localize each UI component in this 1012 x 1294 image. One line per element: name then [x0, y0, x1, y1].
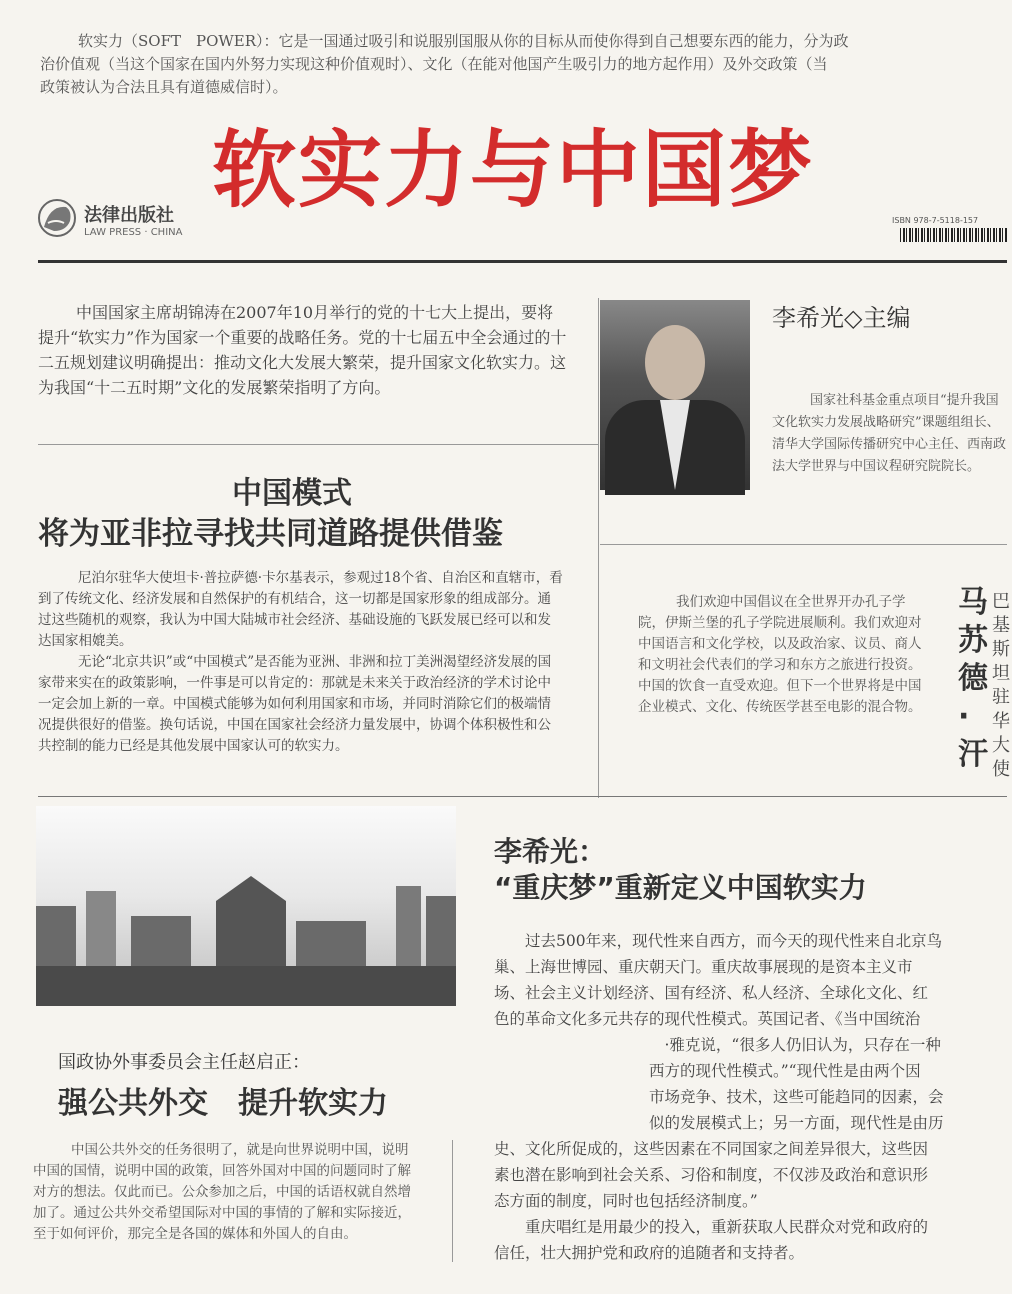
text-line: 信任，壮大拥护党和政府的追随者和支持者。: [494, 1244, 805, 1262]
chongqing-photo: [36, 806, 456, 1006]
chongqing-title: “重庆梦”重新定义中国软实力: [494, 871, 867, 904]
text-line: 西方的现代性模式。”“现代性是由两个因: [494, 1062, 921, 1080]
chongqing-kicker: 李希光：: [494, 835, 607, 868]
article-subtitle: 将为亚非拉寻找共同道路提供借鉴: [38, 516, 503, 552]
chongqing-body: [494, 928, 1007, 1266]
zhao-title: 强公共外交 提升软实力: [58, 1086, 388, 1121]
masthead-rule: [38, 260, 1007, 263]
editor-bio: 国家社科基金重点项目“提升我国文化软实力发展战略研究”课题组组长、清华大学国际传播研究中心主任、西南政法大学世界与中国议程研究院院长。: [772, 393, 1007, 474]
intro-line: 软实力（SOFT POWER）：它是一国通过吸引和说服别国服从你的目标从而使你得到自己想要东西的能力，分为政: [78, 32, 849, 50]
text-line: ·雅克说，“很多人仍旧认为，只存在一种: [494, 1036, 941, 1054]
text-line: 过去500年来，现代性来自西方，而今天的现代性来自北京鸟: [494, 932, 943, 950]
intro-line: 治价值观（当这个国家在国内外努力实现这种价值观时）、文化（在能对他国产生吸引力的地方起作用）及外交政策（当: [40, 55, 828, 73]
quote-speaker-title-vertical: 巴基斯坦驻华大使: [992, 591, 1010, 780]
text-line: 重庆唱红是用最少的投入，重新获取人民群众对党和政府的: [494, 1218, 929, 1236]
lion-logo-icon: [36, 197, 78, 239]
divider: [600, 544, 1007, 545]
barcode: [900, 228, 1007, 242]
text-line: 似的发展模式上；另一方面，现代性是由历: [494, 1114, 944, 1132]
text-line: 市场竞争、技术，这些可能趋同的因素，会: [494, 1088, 944, 1106]
lead-paragraph: 中国国家主席胡锦涛在2007年10月举行的党的十七大上提出，要将提升“软实力”作为国家一个重要的战略任务。党的十七届五中全会通过的十二五规划建议明确提出：推动文化大发展大繁荣，提升国家文化软实力。这为我国“十二五时期”文化的发展繁荣指明了方向。: [38, 303, 567, 397]
article-title: 中国模式: [232, 476, 352, 511]
text-line: 素也潜在影响到社会关系、习俗和制度，不仅涉及政治和意识形: [494, 1166, 929, 1184]
publisher-name: 法律出版社: [84, 205, 174, 226]
article-body: [38, 568, 564, 757]
text-line: 态方面的制度，同时也包括经济制度。”: [494, 1192, 758, 1210]
text-line: 色的革命文化多元共存的现代性模式。英国记者、《当中国统治: [494, 1010, 921, 1028]
section-rule: [38, 796, 1007, 797]
intro-line: 政策被认为合法且具有道德威信时）。: [40, 78, 288, 96]
column-divider: [452, 1140, 453, 1262]
quote-text: 我们欢迎中国倡议在全世界开办孔子学院，伊斯兰堡的孔子学院进展顺利。我们欢迎对中国语言和文化学校，以及政治家、议员、商人和文明社会代表们的学习和东方之旅进行投资。中国的饮食一直受欢迎。但下一个世界将是中国企业模式、文化、传统医学甚至电影的混合物。: [638, 594, 922, 715]
column-divider: [598, 298, 599, 798]
zhao-body: 中国公共外交的任务很明了，就是向世界说明中国，说明中国的国情，说明中国的政策，回答外国对中国的问题同时了解对方的想法。仅此而已。公众参加之后，中国的话语权就自然增加了。通过公共外交希望国际对中国的事情的了解和实际接近，至于如何评价，那完全是各国的媒体和外国人的自由。: [33, 1142, 411, 1242]
publisher-logo-block: [36, 197, 183, 243]
editor-name: 李希光◇主编: [772, 304, 911, 332]
zhao-kicker: 国政协外事委员会主任赵启正：: [58, 1052, 310, 1073]
text-line: 史、文化所促成的，这些因素在不同国家之间差异很大，这些因: [494, 1140, 929, 1158]
quote-speaker-vertical: 马苏德·汗: [958, 585, 988, 772]
paragraph: 无论“北京共识”或“中国模式”是否能为亚洲、非洲和拉丁美洲渴望经济发展的国家带来实在的政策影响，一件事是可以肯定的：那就是未来关于政治经济的学术讨论中一定会加上新的一章。中国模式能够为如何利用国家和市场，并同时消除它们的极端情况提供很好的借鉴。换句话说，中国在国家社会经济力量发展中，协调个体积极性和公共控制的能力已经是其他发展中国家认可的软实力。: [38, 654, 552, 754]
paragraph: 尼泊尔驻华大使坦卡·普拉萨德·卡尔基表示，参观过18个省、自治区和直辖市，看到了传统文化、经济发展和自然保护的有机结合，这一切都是国家形象的组成部分。通过这些随机的观察，我认为中国大陆城市社会经济、基础设施的飞跃发展已经可以和发达国家相媲美。: [38, 570, 563, 649]
text-line: 场、社会主义计划经济、国有经济、私人经济、全球化文化、红: [494, 984, 929, 1002]
isbn-label: ISBN 978-7-5118-157: [892, 216, 979, 225]
masthead-title: 软实力与中国梦: [212, 121, 815, 219]
publisher-english: LAW PRESS · CHINA: [84, 227, 183, 238]
intro-definition: [40, 30, 1010, 99]
divider: [38, 444, 598, 445]
editor-photo: [600, 300, 750, 490]
text-line: 巢、上海世博园、重庆朝天门。重庆故事展现的是资本主义市: [494, 958, 913, 976]
